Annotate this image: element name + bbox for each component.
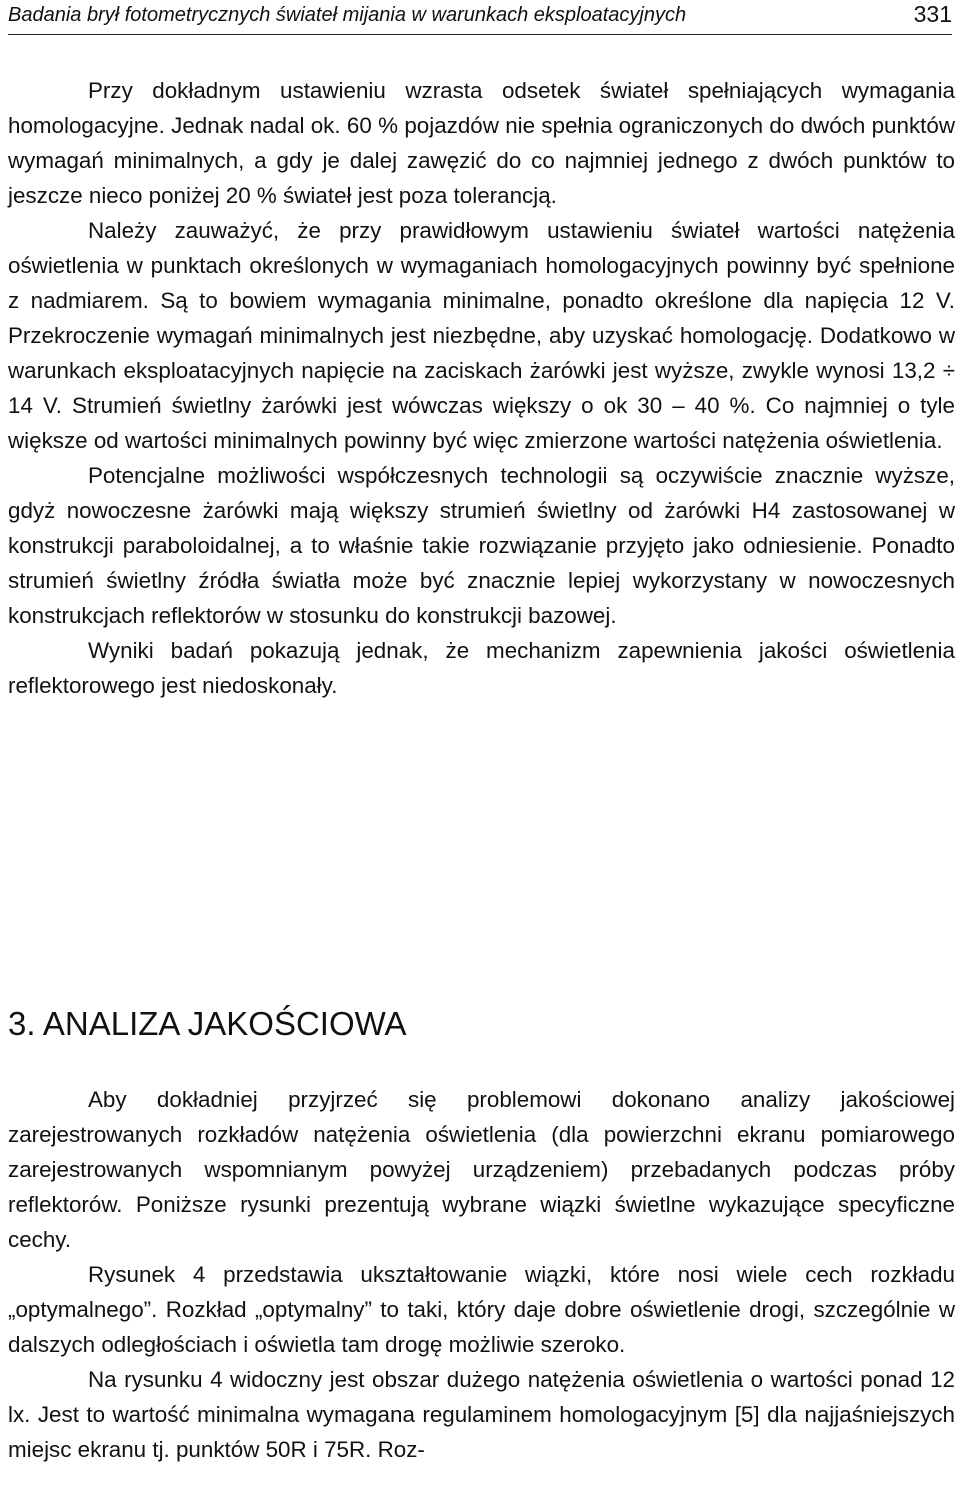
- paragraph: Wyniki badań pokazują jednak, że mechanizm zapewnienia jakości oświetlenia reflektorowego jest niedoskonały.: [8, 638, 955, 698]
- paragraph: Na rysunku 4 widoczny jest obszar dużego natężenia oświetlenia o wartości ponad 12 lx. Jest to wartość minimalna wymagana regulaminem homologacyjnym [5] dla najjaśniejszych miejsc ekranu tj. punktów 50R i 75R. Roz-: [8, 1367, 955, 1462]
- paragraph: Aby dokładniej przyjrzeć się problemowi dokonano analizy jakościowej zarejestrowanych rozkładów natężenia oświetlenia (dla powierzchni ekranu pomiarowego zarejestrowanych wspomnianym powyżej urządzeniem) przebadanych podczas próby reflektorów. Poniższe rysunki prezentują wybrane wiązki świetlne wykazujące specyficzne cechy.: [8, 1087, 955, 1252]
- paragraph: Przy dokładnym ustawieniu wzrasta odsetek świateł spełniających wymagania homologacyjne. Jednak nadal ok. 60 % pojazdów nie spełnia ograniczonych do dwóch punktów wymagań minimalnych, a gdy je dalej zawęzić do co najmniej jednego z dwóch punktów to jeszcze nieco poniżej 20 % świateł jest poza tolerancją.: [8, 78, 955, 208]
- header-title: Badania brył fotometrycznych świateł mijania w warunkach eksploatacyjnych: [8, 4, 687, 26]
- section-heading: 3. ANALIZA JAKOŚCIOWA: [8, 1005, 407, 1042]
- body-text-bottom: [8, 1082, 955, 1467]
- paragraph: Potencjalne możliwości współczesnych technologii są oczywiście znacznie wyższe, gdyż nowoczesne żarówki mają większy strumień świetlny od żarówki H4 zastosowanej w konstrukcji paraboloidalnej, a to właśnie takie rozwiązanie przyjęto jako odniesienie. Ponadto strumień świetlny źródła światła może być znacznie lepiej wykorzystany w nowoczesnych konstrukcjach reflektorów w stosunku do konstrukcji bazowej.: [8, 463, 955, 628]
- body-text-top: [8, 73, 955, 703]
- paragraph: Rysunek 4 przedstawia ukształtowanie wiązki, które nosi wiele cech rozkładu „optymalnego”. Rozkład „optymalny” to taki, który daje dobre oświetlenie drogi, szczególnie w dalszych odległościach i oświetla tam drogę możliwie szeroko.: [8, 1262, 955, 1357]
- running-header: [8, 0, 952, 35]
- page-number: 331: [913, 1, 952, 27]
- paragraph: Należy zauważyć, że przy prawidłowym ustawieniu świateł wartości natężenia oświetlenia w punktach określonych w wymaganiach homologacyjnych powinny być spełnione z nadmiarem. Są to bowiem wymagania minimalne, ponadto określone dla napięcia 12 V. Przekroczenie wymagań minimalnych jest niezbędne, aby uzyskać homologację. Dodatkowo w warunkach eksploatacyjnych napięcie na zaciskach żarówki jest wyższe, zwykle wynosi 13,2 ÷ 14 V. Strumień świetlny żarówki jest wówczas większy o ok 30 – 40 %. Co najmniej o tyle większe od wartości minimalnych powinny być więc zmierzone wartości natężenia oświetlenia.: [8, 218, 955, 453]
